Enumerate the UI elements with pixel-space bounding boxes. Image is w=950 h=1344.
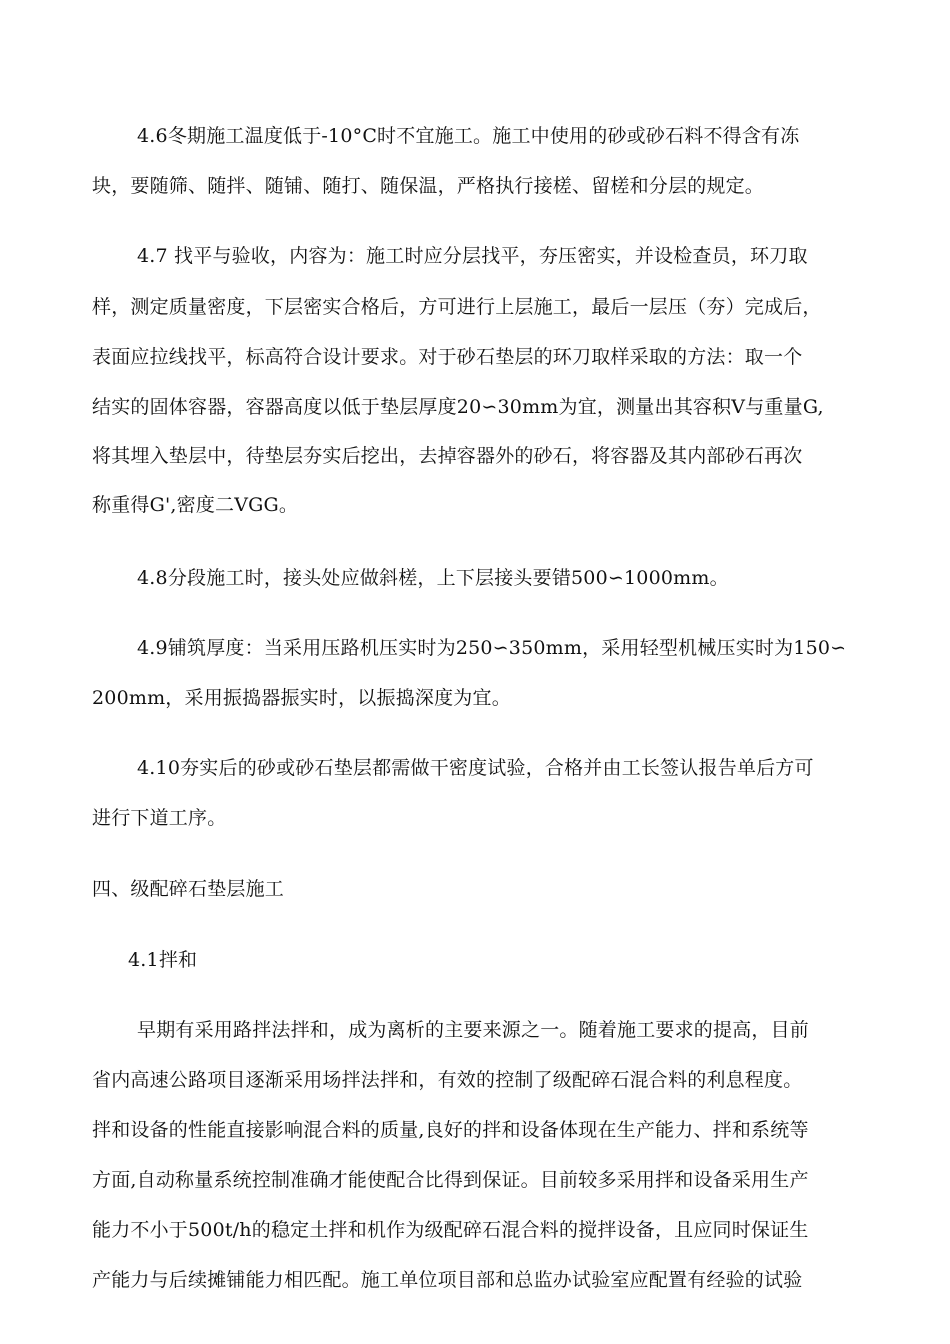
paragraph-mixing-line-5: 能力不小于500t/h的稳定土拌和机作为级配碎石混合料的搅拌设备，且应同时保证生 (92, 1219, 809, 1241)
paragraph-4-8-line-1: 4.8分段施工时，接头处应做斜槎，上下层接头要错500∽1000mm。 (137, 567, 729, 589)
paragraph-4-10-line-2: 进行下道工序。 (92, 807, 227, 829)
paragraph-mixing-line-4: 方面,自动称量系统控制准确才能使配合比得到保证。目前较多采用拌和设备采用生产 (92, 1169, 809, 1191)
paragraph-mixing-line-3: 拌和设备的性能直接影响混合料的质量,良好的拌和设备体现在生产能力、拌和系统等 (92, 1119, 809, 1141)
paragraph-mixing-line-2: 省内高速公路项目逐渐采用场拌法拌和，有效的控制了级配碎石混合料的利息程度。 (92, 1069, 803, 1091)
paragraph-4-6-line-2: 块，要随筛、随拌、随铺、随打、随保温，严格执行接槎、留槎和分层的规定。 (92, 175, 765, 197)
paragraph-4-7-line-5: 将其埋入垫层中，待垫层夯实后挖出，去掉容器外的砂石，将容器及其内部砂石再次 (92, 445, 803, 467)
paragraph-4-7-line-3: 表面应拉线找平，标高符合设计要求。对于砂石垫层的环刀取样采取的方法：取一个 (92, 346, 803, 368)
paragraph-4-7-line-4: 结实的固体容器，容器高度以低于垫层厚度20∽30mm为宜，测量出其容积V与重量G, (92, 396, 824, 418)
paragraph-4-7-line-2: 样，测定质量密度，下层密实合格后，方可进行上层施工，最后一层压（夯）完成后， (92, 296, 822, 318)
paragraph-mixing-line-6: 产能力与后续摊铺能力相匹配。施工单位项目部和总监办试验室应配置有经验的试验 (92, 1269, 803, 1291)
subheading-4-1: 4.1拌和 (128, 949, 198, 971)
paragraph-4-10-line-1: 4.10夯实后的砂或砂石垫层都需做干密度试验，合格并由工长签认报告单后方可 (137, 757, 814, 779)
paragraph-4-9-line-1: 4.9铺筑厚度：当采用压路机压实时为250∽350mm，采用轻型机械压实时为150∽ (137, 637, 847, 659)
paragraph-4-6-line-1: 4.6冬期施工温度低于-10°C时不宜施工。施工中使用的砂或砂石料不得含有冻 (137, 125, 800, 147)
section-heading-4: 四、级配碎石垫层施工 (92, 878, 285, 900)
paragraph-4-9-line-2: 200mm，采用振捣器振实时，以振捣深度为宜。 (92, 687, 511, 709)
paragraph-4-7-line-1: 4.7 找平与验收，内容为：施工时应分层找平，夯压密实，并设检查员，环刀取 (137, 245, 808, 267)
paragraph-mixing-line-1: 早期有采用路拌法拌和，成为离析的主要来源之一。随着施工要求的提高，目前 (137, 1019, 810, 1041)
paragraph-4-7-line-6: 称重得G',密度二VGG。 (92, 494, 299, 516)
